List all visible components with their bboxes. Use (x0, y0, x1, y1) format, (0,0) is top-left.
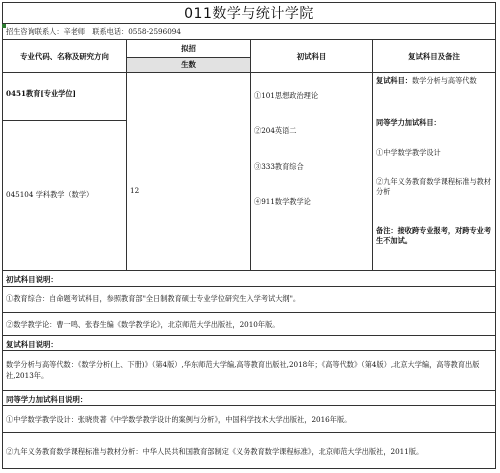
initial-note-2: ②数学教学论：曹一鸣、张春生编《数学教学论》，北京师范大学出版社，2010年版。 (6, 320, 280, 329)
initial-note-2-row (2, 313, 496, 336)
extra-note-1-row (2, 406, 496, 433)
initial-note-1-row (2, 287, 496, 313)
subject-3: ③333教育综合 (254, 162, 304, 171)
extra-notes-title-row (2, 391, 496, 406)
subject-2: ②204英语二 (254, 126, 297, 135)
retest-note: 备注：接收跨专业报考，对跨专业考生不加试。 (376, 226, 492, 245)
retest-notes-title: 复试科目说明： (6, 340, 58, 349)
header-initial-subjects: 初试科目 (251, 40, 373, 73)
cell-marker (2, 24, 6, 28)
plan-cell (127, 73, 251, 271)
contact-line: 招生咨询联系人：辛老师 联系电话：0558-2596094 (2, 24, 496, 40)
degree-name: 0451教育[专业学位] (6, 89, 76, 98)
retest-note-row (2, 351, 496, 391)
retest-main: 复试科目：数学分析与高等代数 (376, 76, 477, 85)
retest-extra-2: ②九年义务教育数学课程标准与教材分析 (376, 177, 492, 196)
retest-cell (373, 73, 496, 271)
retest-notes-title-row (2, 336, 496, 351)
program-table (2, 40, 496, 271)
initial-note-1: ①教育综合：自命题考试科目，参照教育部"全日制教育硕士专业学位研究生入学考试大纲"。 (6, 294, 301, 303)
subject-1: ①101思想政治理论 (254, 91, 319, 100)
retest-extra-title: 同等学力加试科目： (376, 118, 441, 127)
header-retest-subjects: 复试科目及备注 (373, 40, 496, 73)
initial-subjects-cell (251, 73, 373, 271)
major-cell (2, 73, 127, 271)
subject-4: ④911数学教学论 (254, 197, 311, 206)
retest-note-1: 数学分析与高等代数：《数学分析(上、下册)》（第4版）,华东师范大学编,高等教育出版社,2018年；《高等代数》（第4版）,北京大学编，高等教育出版社,2013年。 (6, 360, 480, 380)
header-plan: 拟招 生数 (127, 40, 251, 73)
extra-note-2-row (2, 433, 496, 469)
direction-name: 045104 学科教学（数学） (6, 190, 94, 199)
extra-note-1: ①中学数学教学设计：张晓贵著《中学数学教学设计的案例与分析》，中国科学技术大学出版社，2016年版。 (6, 415, 352, 424)
page-title: 011数学与统计学院 (2, 2, 496, 24)
extra-notes-title: 同等学力加试科目说明： (6, 395, 88, 404)
initial-notes-title-row (2, 271, 496, 287)
retest-extra-1: ①中学数学教学设计 (376, 148, 441, 157)
plan-count: 12 (130, 186, 140, 195)
header-major: 专业代码、名称及研究方向 (2, 40, 127, 73)
initial-notes-title: 初试科目说明： (6, 275, 58, 284)
extra-note-2: ②九年义务教育数学课程标准与教材分析：中华人民共和国教育部制定《义务教育数学课程标准》，北京师范大学出版社，2011版。 (6, 447, 424, 456)
